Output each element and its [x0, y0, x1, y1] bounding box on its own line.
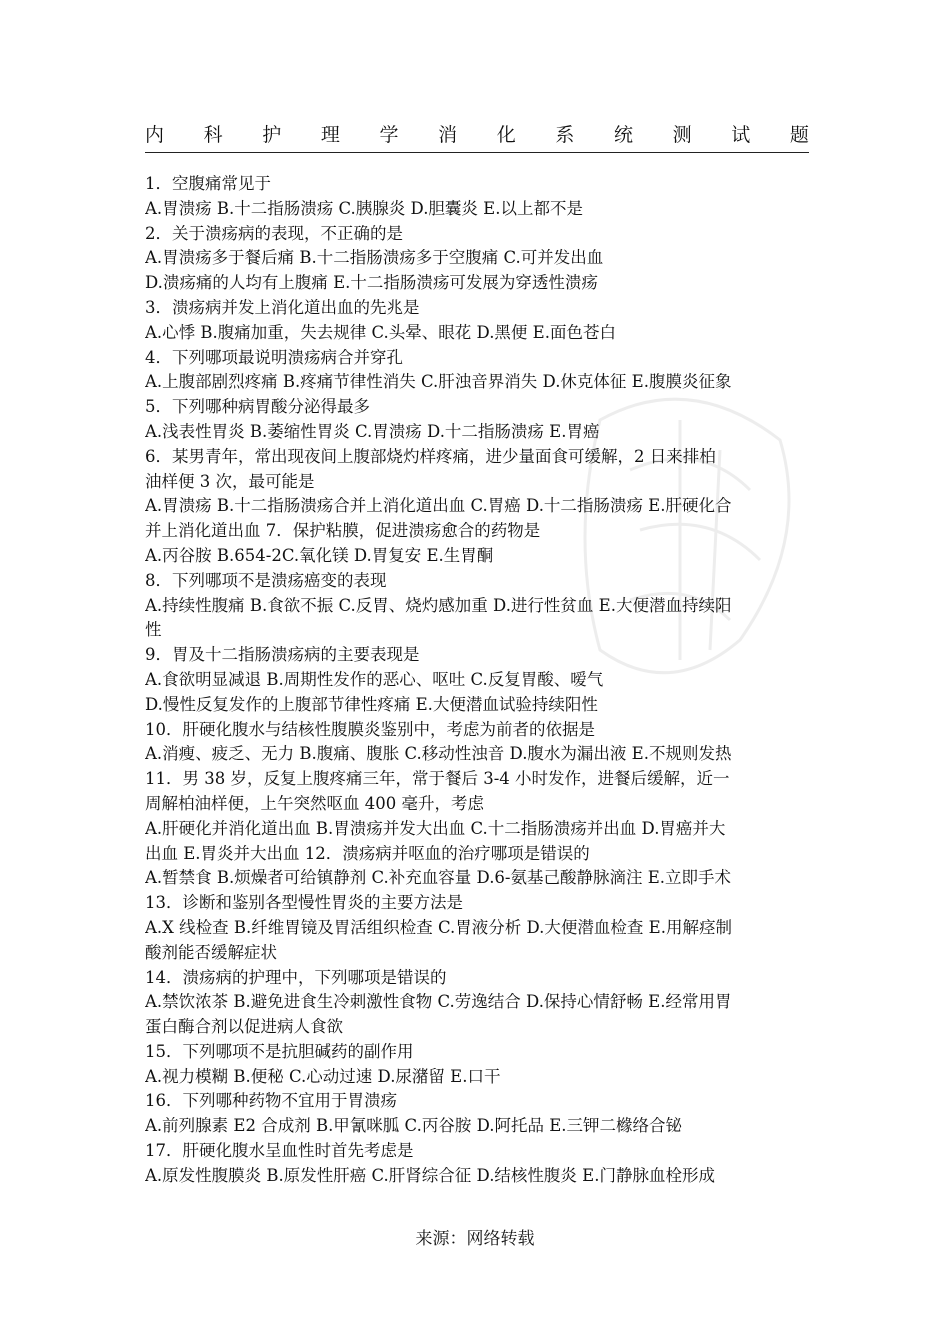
text-line: A.消瘦、疲乏、无力 B.腹痛、腹胀 C.移动性浊音 D.腹水为漏出液 E.不规则发热 — [145, 744, 732, 764]
title-char: 消 — [438, 124, 458, 146]
text-line: 9．胃及十二指肠溃疡病的主要表现是 — [145, 645, 420, 665]
text-line: 1．空腹痛常见于 — [145, 174, 271, 193]
text-line: 5．下列哪种病胃酸分泌得最多 — [145, 397, 370, 417]
text-line: 13．诊断和鉴别各型慢性胃炎的主要方法是 — [145, 893, 463, 913]
text-line: A.原发性腹膜炎 B.原发性肝癌 C.肝肾综合征 D.结核性腹炎 E.门静脉血栓形成 — [145, 1165, 715, 1185]
title-char: 试 — [731, 124, 751, 146]
text-line: A.胃溃疡 B.十二指肠溃疡 C.胰腺炎 D.胆囊炎 E.以上都不是 — [145, 198, 583, 218]
title-char: 测 — [672, 124, 692, 146]
text-line: A.暂禁食 B.烦燥者可给镇静剂 C.补充血容量 D.6-氨基己酸静脉滴注 E.立即手术 — [145, 868, 732, 888]
text-line: D.慢性反复发作的上腹部节律性疼痛 E.大便潜血试验持续阳性 — [145, 694, 598, 714]
text-line: 性 — [145, 620, 162, 640]
source-footer: 来源：网络转载 — [415, 1229, 535, 1249]
text-line: A.禁饮浓茶 B.避免进食生冷刺激性食物 C.劳逸结合 D.保持心情舒畅 E.经常用胃 — [145, 992, 732, 1012]
text-line: A.肝硬化并消化道出血 B.胃溃疡并发大出血 C.十二指肠溃疡并出血 D.胃癌并大 — [145, 818, 726, 838]
text-line: 6．某男青年，常出现夜间上腹部烧灼样疼痛，进少量面食可缓解，2 日来排柏 — [145, 446, 716, 466]
text-line: 4．下列哪项最说明溃疡病合并穿孔 — [145, 347, 403, 367]
text-line: A.前列腺素 E2 合成剂 B.甲氰咪胍 C.丙谷胺 D.阿托品 E.三钾二橼络合铋 — [145, 1116, 682, 1136]
text-line: 蛋白酶合剂以促进病人食欲 — [145, 1017, 343, 1037]
text-line: A.丙谷胺 B.654-2C.氧化镁 D.胃复安 E.生胃酮 — [145, 545, 494, 565]
text-line: 8．下列哪项不是溃疡癌变的表现 — [145, 570, 387, 590]
text-line: 出血 E.胃炎并大出血 12．溃疡病并呕血的治疗哪项是错误的 — [145, 843, 590, 863]
text-line: 17．肝硬化腹水呈血性时首先考虑是 — [145, 1141, 414, 1161]
question-list — [145, 172, 809, 1189]
text-line: 油样便 3 次，最可能是 — [145, 471, 315, 491]
document-title — [145, 122, 809, 148]
text-line: A.X 线检查 B.纤维胃镜及胃活组织检查 C.胃液分析 D.大便潜血检查 E.用解痉制 — [145, 917, 732, 937]
text-line: A.胃溃疡多于餐后痛 B.十二指肠溃疡多于空腹痛 C.可并发出血 — [145, 248, 604, 268]
text-line: 酸剂能否缓解症状 — [145, 942, 277, 962]
text-line: 16．下列哪种药物不宜用于胃溃疡 — [145, 1091, 397, 1111]
title-underline — [145, 152, 809, 153]
text-line: 并上消化道出血 7．保护粘膜，促进溃疡愈合的药物是 — [145, 521, 541, 541]
text-line: D.溃疡痛的人均有上腹痛 E.十二指肠溃疡可发展为穿透性溃疡 — [145, 273, 598, 293]
title-char: 内 — [145, 124, 165, 146]
text-line: A.食欲明显减退 B.周期性发作的恶心、呕吐 C.反复胃酸、嗳气 — [145, 669, 604, 689]
text-line: A.胃溃疡 B.十二指肠溃疡合并上消化道出血 C.胃癌 D.十二指肠溃疡 E.肝硬化合 — [145, 496, 732, 516]
title-char: 科 — [203, 124, 223, 146]
text-line: 周解柏油样便，上午突然呕血 400 毫升，考虑 — [145, 793, 484, 813]
title-char: 题 — [789, 124, 809, 146]
title-char: 护 — [262, 124, 282, 146]
text-line: 11．男 38 岁，反复上腹疼痛三年，常于餐后 3-4 小时发作，进餐后缓解，近一 — [145, 769, 730, 789]
text-line: 15．下列哪项不是抗胆碱药的副作用 — [145, 1041, 414, 1061]
title-char: 理 — [320, 124, 340, 146]
text-line: 3．溃疡病并发上消化道出血的先兆是 — [145, 297, 420, 317]
text-line: 14．溃疡病的护理中，下列哪项是错误的 — [145, 967, 447, 987]
title-char: 系 — [555, 124, 575, 146]
text-line: A.视力模糊 B.便秘 C.心动过速 D.尿潴留 E.口干 — [145, 1066, 501, 1086]
text-line: A.心悸 B.腹痛加重，失去规律 C.头晕、眼花 D.黑便 E.面色苍白 — [145, 322, 616, 342]
title-char: 学 — [379, 124, 399, 146]
text-line: 10．肝硬化腹水与结核性腹膜炎鉴别中，考虑为前者的依据是 — [145, 719, 595, 739]
text-line: A.浅表性胃炎 B.萎缩性胃炎 C.胃溃疡 D.十二指肠溃疡 E.胃癌 — [145, 421, 600, 441]
title-char: 统 — [614, 124, 634, 146]
text-line: A.持续性腹痛 B.食欲不振 C.反胃、烧灼感加重 D.进行性贫血 E.大便潜血持续阳 — [145, 595, 732, 615]
title-char: 化 — [496, 124, 516, 146]
text-line: 2．关于溃疡病的表现，不正确的是 — [145, 223, 403, 243]
text-line: A.上腹部剧烈疼痛 B.疼痛节律性消失 C.肝浊音界消失 D.休克体征 E.腹膜炎征象 — [145, 372, 732, 392]
